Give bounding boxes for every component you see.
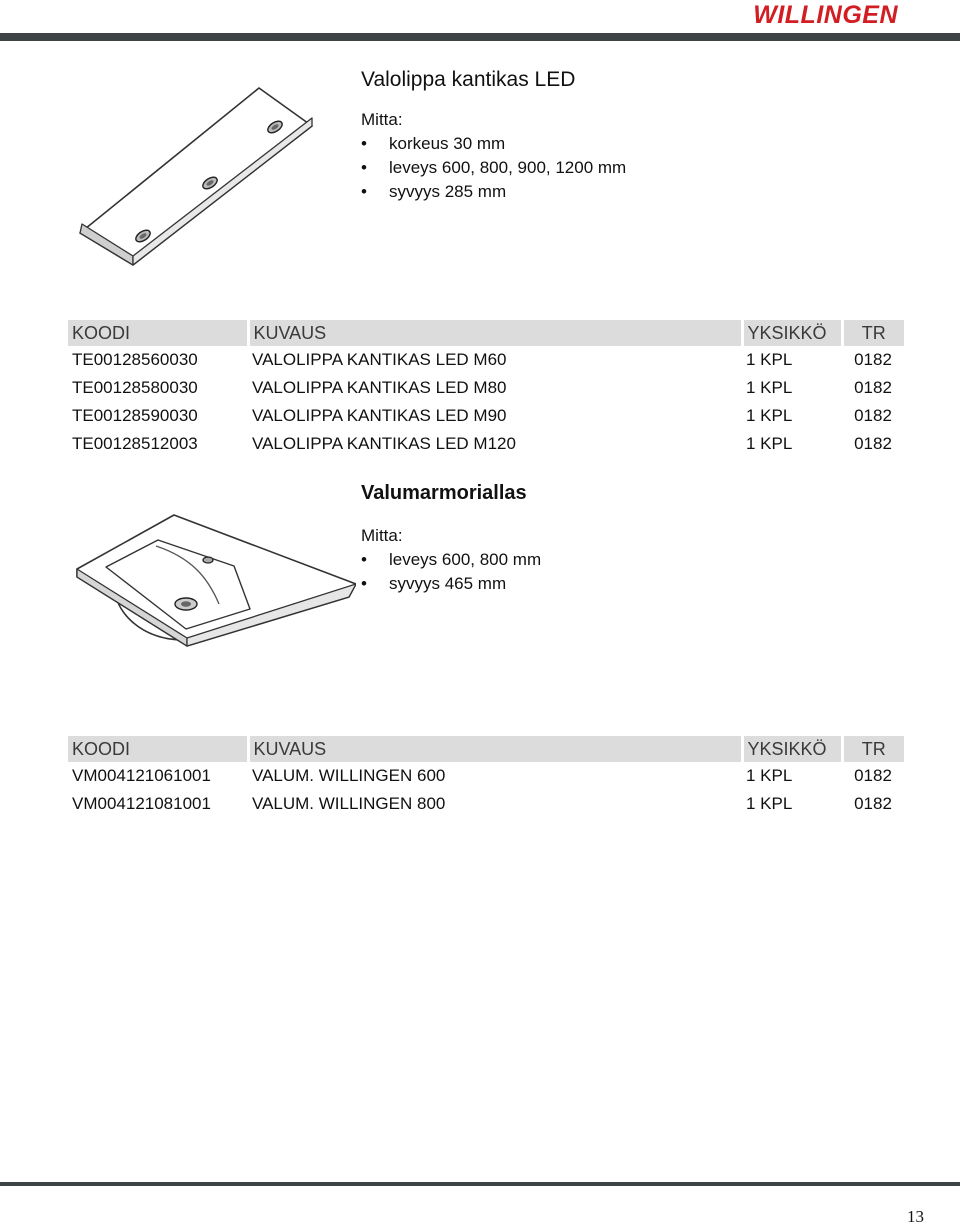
cell-code: VM004121081001 xyxy=(72,794,211,813)
bullet-icon: • xyxy=(361,134,367,153)
mitta-label: Mitta: xyxy=(361,526,403,545)
cell-unit: 1 KPL xyxy=(746,766,793,785)
cell-unit: 1 KPL xyxy=(746,794,793,813)
page-number: 13 xyxy=(907,1207,924,1226)
column-header: KOODI xyxy=(68,320,248,346)
bullet-icon: • xyxy=(361,574,367,593)
cell-code: TE00128512003 xyxy=(72,434,198,453)
cell-description: VALOLIPPA KANTIKAS LED M60 xyxy=(252,350,507,369)
footer-line xyxy=(0,1182,960,1186)
cell-code: TE00128580030 xyxy=(72,378,198,397)
mitta-label: Mitta: xyxy=(361,110,403,129)
table-header-row xyxy=(68,736,904,762)
bullet-icon: • xyxy=(361,550,367,569)
cell-unit: 1 KPL xyxy=(746,350,793,369)
cell-tr: 0182 xyxy=(854,406,892,425)
cell-description: VALOLIPPA KANTIKAS LED M90 xyxy=(252,406,507,425)
cell-description: VALUM. WILLINGEN 800 xyxy=(252,794,446,813)
dimensions-list xyxy=(361,132,626,204)
column-header: YKSIKKÖ xyxy=(742,320,842,346)
table-row xyxy=(68,762,904,790)
section-title-washbasin: Valumarmoriallas xyxy=(361,482,527,504)
dimensions-list xyxy=(361,548,541,596)
cell-unit: 1 KPL xyxy=(746,378,793,397)
list-item: • korkeus 30 mm xyxy=(361,132,626,156)
cell-code: TE00128560030 xyxy=(72,350,198,369)
cell-code: TE00128590030 xyxy=(72,406,198,425)
column-header: KOODI xyxy=(68,736,248,762)
column-header: TR xyxy=(842,320,904,346)
light-shelf-image xyxy=(76,86,316,268)
table-row xyxy=(68,346,904,374)
washbasin-image xyxy=(74,512,356,648)
header-bar xyxy=(0,33,960,41)
product-table-light-shelf xyxy=(68,320,904,458)
table-row xyxy=(68,402,904,430)
cell-description: VALUM. WILLINGEN 600 xyxy=(252,766,446,785)
cell-unit: 1 KPL xyxy=(746,434,793,453)
brand-logo: WILLINGEN xyxy=(753,1,898,29)
cell-description: VALOLIPPA KANTIKAS LED M80 xyxy=(252,378,507,397)
list-item: • syvyys 285 mm xyxy=(361,180,626,204)
list-item: • leveys 600, 800, 900, 1200 mm xyxy=(361,156,626,180)
cell-tr: 0182 xyxy=(854,794,892,813)
list-item: • leveys 600, 800 mm xyxy=(361,548,541,572)
product-table-washbasin xyxy=(68,736,904,818)
cell-tr: 0182 xyxy=(854,378,892,397)
table-row xyxy=(68,790,904,818)
cell-tr: 0182 xyxy=(854,434,892,453)
bullet-icon: • xyxy=(361,158,367,177)
bullet-icon: • xyxy=(361,182,367,201)
cell-description: VALOLIPPA KANTIKAS LED M120 xyxy=(252,434,516,453)
table-header-row xyxy=(68,320,904,346)
section-title-light-shelf: Valolippa kantikas LED xyxy=(361,68,576,91)
table-row xyxy=(68,430,904,458)
column-header: KUVAUS xyxy=(248,320,742,346)
column-header: KUVAUS xyxy=(248,736,742,762)
cell-code: VM004121061001 xyxy=(72,766,211,785)
cell-tr: 0182 xyxy=(854,766,892,785)
column-header: TR xyxy=(842,736,904,762)
column-header: YKSIKKÖ xyxy=(742,736,842,762)
cell-unit: 1 KPL xyxy=(746,406,793,425)
cell-tr: 0182 xyxy=(854,350,892,369)
list-item: • syvyys 465 mm xyxy=(361,572,541,596)
table-row xyxy=(68,374,904,402)
